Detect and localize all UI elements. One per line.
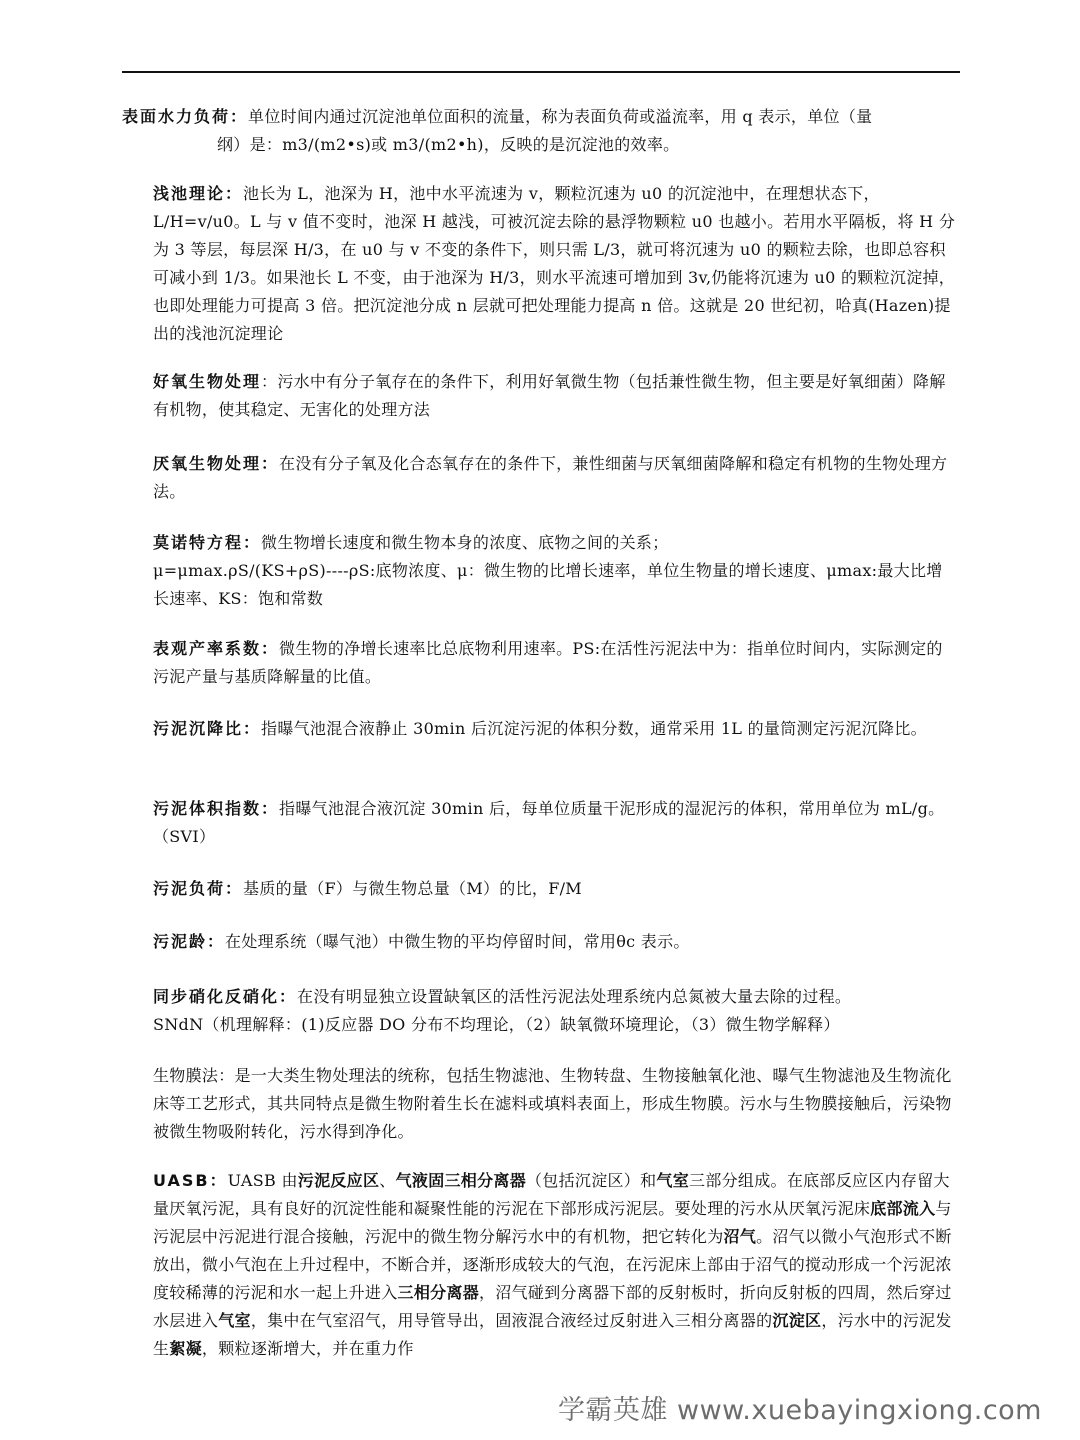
- uasb-text: ，沼气碰到分离器下部的反射板时，折向反射板的四周，然后穿过水层进入: [153, 1283, 952, 1330]
- paragraph-anaerobic-treatment: [153, 450, 958, 506]
- uasb-highlight: 沼气: [723, 1227, 757, 1246]
- paragraph-text-continued: SNdN（机理解释：(1)反应器 DO 分布不均理论，（2）缺氧微环境理论，（3）微生物学解释）: [153, 1015, 840, 1034]
- uasb-text: ，集中在气室沼气，用导管导出，固液混合液经过反射进入三相分离器的: [250, 1311, 773, 1330]
- term-heading: 莫诺特方程：: [153, 533, 262, 552]
- uasb-highlight: 气室: [218, 1311, 251, 1330]
- uasb-highlight: 污泥反应区: [297, 1171, 380, 1190]
- uasb-text: ，颗粒逐渐增大，并在重力作: [201, 1339, 414, 1358]
- term-heading: 好氧生物处理: [153, 372, 262, 391]
- uasb-text: （包括沉淀区）和: [526, 1171, 657, 1190]
- paragraph-sludge-settling-ratio: [153, 715, 958, 743]
- uasb-highlight: 三相分离器: [397, 1283, 480, 1302]
- paragraph-sludge-volume-index: [153, 795, 958, 851]
- term-heading: 厌氧生物处理：: [153, 454, 280, 473]
- term-heading: 污泥龄：: [153, 932, 226, 951]
- term-heading: 浅池理论：: [153, 184, 244, 203]
- paragraph-uasb: [153, 1167, 958, 1363]
- uasb-text: 。沼气以微小气泡形式不断放出，微小气泡在上升过程中，不断合并，逐渐形成较大的气泡，在污泥床上部由于沼气的搅动形成一个污泥浓度较稀薄的污泥和水一起上升进入: [153, 1227, 952, 1302]
- paragraph-text: 在没有分子氧及化合态氧存在的条件下，兼性细菌与厌氧细菌降解和稳定有机物的生物处理方法。: [153, 454, 948, 501]
- uasb-text: 三部分组成。在底部反应区内存留大量厌氧污泥，具有良好的沉淀性能和凝聚性能的污泥在下部形成污泥层。要处理的污水从厌氧污泥床: [153, 1171, 950, 1218]
- uasb-text: 与污泥层中污泥进行混合接触，污泥中的微生物分解污水中的有机物，把它转化为: [153, 1199, 952, 1246]
- term-heading: 表观产率系数：: [153, 639, 280, 658]
- paragraph-text: 单位时间内通过沉淀池单位面积的流量，称为表面负荷或溢流率，用 q 表示，单位（量: [248, 107, 873, 126]
- term-heading: 污泥沉降比：: [153, 719, 262, 738]
- term-heading: UASB：: [153, 1171, 228, 1190]
- paragraph-text-continued: 纲）是：m3/(m2•s)或 m3/(m2•h)，反映的是沉淀池的效率。: [217, 135, 680, 154]
- paragraph-formula: μ=μmax.ρS/(KS+ρS)----ρS:底物浓度、μ：微生物的比增长速率，单位生物量的增长速度、μmax:最大比增长速率、KS：饱和常数: [153, 561, 943, 608]
- uasb-highlight: 气液固三相分离器: [395, 1171, 526, 1190]
- term-heading: 表面水力负荷：: [122, 107, 249, 126]
- paragraph-text: 池长为 L，池深为 H，池中水平流速为 v，颗粒沉速为 u0 的沉淀池中，在理想状态下，L/H=v/u0。L 与 v 值不变时，池深 H 越浅，可被沉淀去除的悬浮物颗粒 u0 也越小。若用水平隔板，将 H 分为 3 等层，每层深 H/3，在 u0 与 v 不变的条件下，则只需 L/3，就可将沉速为 u0 的颗粒去除，也即总容积可减小到 1/3。如果池长 L 不变，由于池深为 H/3，则水平流速可增加到 3v,仍能将沉速为 u0 的颗粒沉淀掉，也即处理能力可提高 3 倍。把沉淀池分成 n 层就可把处理能力提高 n 倍。这就是 20 世纪初，哈真(Hazen)提出的浅池沉淀理论: [153, 184, 956, 343]
- paragraph-shallow-tank-theory: [153, 180, 958, 348]
- uasb-highlight: 絮凝: [169, 1339, 202, 1358]
- paragraph-aerobic-treatment: [153, 368, 958, 424]
- uasb-text: 、: [379, 1171, 396, 1190]
- paragraph-text: 指曝气池混合液静止 30min 后沉淀污泥的体积分数，通常采用 1L 的量筒测定污泥沉降比。: [261, 719, 927, 738]
- paragraph-sludge-age: [153, 928, 958, 956]
- uasb-highlight: 气室: [656, 1171, 690, 1190]
- paragraph-text: 在没有明显独立设置缺氧区的活性污泥法处理系统内总氮被大量去除的过程。: [297, 987, 852, 1006]
- paragraph-surface-hydraulic-load: [122, 103, 958, 159]
- paragraph-text: 微生物增长速度和微生物本身的浓度、底物之间的关系；: [261, 533, 669, 552]
- paragraph-text: ：污水中有分子氧存在的条件下，利用好氧微生物（包括兼性微生物，但主要是好氧细菌）降解有机物，使其稳定、无害化的处理方法: [153, 372, 946, 419]
- paragraph-text: 指曝气池混合液沉淀 30min 后，每单位质量干泥形成的湿泥污的体积，常用单位为 mL/g。（SVI）: [153, 799, 945, 846]
- watermark: 学霸英雄 www.xuebayingxiong.com: [557, 1395, 1042, 1426]
- uasb-text: ，污水中的污泥发生: [153, 1311, 952, 1358]
- paragraph-text: 在处理系统（曝气池）中微生物的平均停留时间，常用θc 表示。: [225, 932, 690, 951]
- paragraph-simultaneous-nitrification: [153, 983, 958, 1039]
- paragraph-sludge-load: [153, 875, 958, 903]
- uasb-highlight: 沉淀区: [772, 1311, 822, 1330]
- paragraph-text: 生物膜法：是一大类生物处理法的统称，包括生物滤池、生物转盘、生物接触氧化池、曝气生物滤池及生物流化床等工艺形式，其共同特点是微生物附着生长在滤料或填料表面上，形成生物膜。污水与生物膜接触后，污染物被微生物吸附转化，污水得到净化。: [153, 1066, 952, 1141]
- uasb-text: UASB 由: [227, 1171, 298, 1190]
- term-heading: 污泥体积指数：: [153, 799, 280, 818]
- uasb-highlight: 底部流入: [870, 1199, 936, 1218]
- paragraph-text: 微生物的净增长速率比总底物利用速率。PS:在活性污泥法中为：指单位时间内，实际测定的污泥产量与基质降解量的比值。: [153, 639, 943, 686]
- term-heading: 同步硝化反硝化：: [153, 987, 298, 1006]
- term-heading: 污泥负荷：: [153, 879, 244, 898]
- paragraph-observed-yield: [153, 635, 958, 691]
- header-rule: [122, 71, 960, 73]
- paragraph-biofilm-method: [153, 1062, 958, 1146]
- paragraph-monod-equation: [153, 529, 958, 613]
- paragraph-text: 基质的量（F）与微生物总量（M）的比，F/M: [243, 879, 582, 898]
